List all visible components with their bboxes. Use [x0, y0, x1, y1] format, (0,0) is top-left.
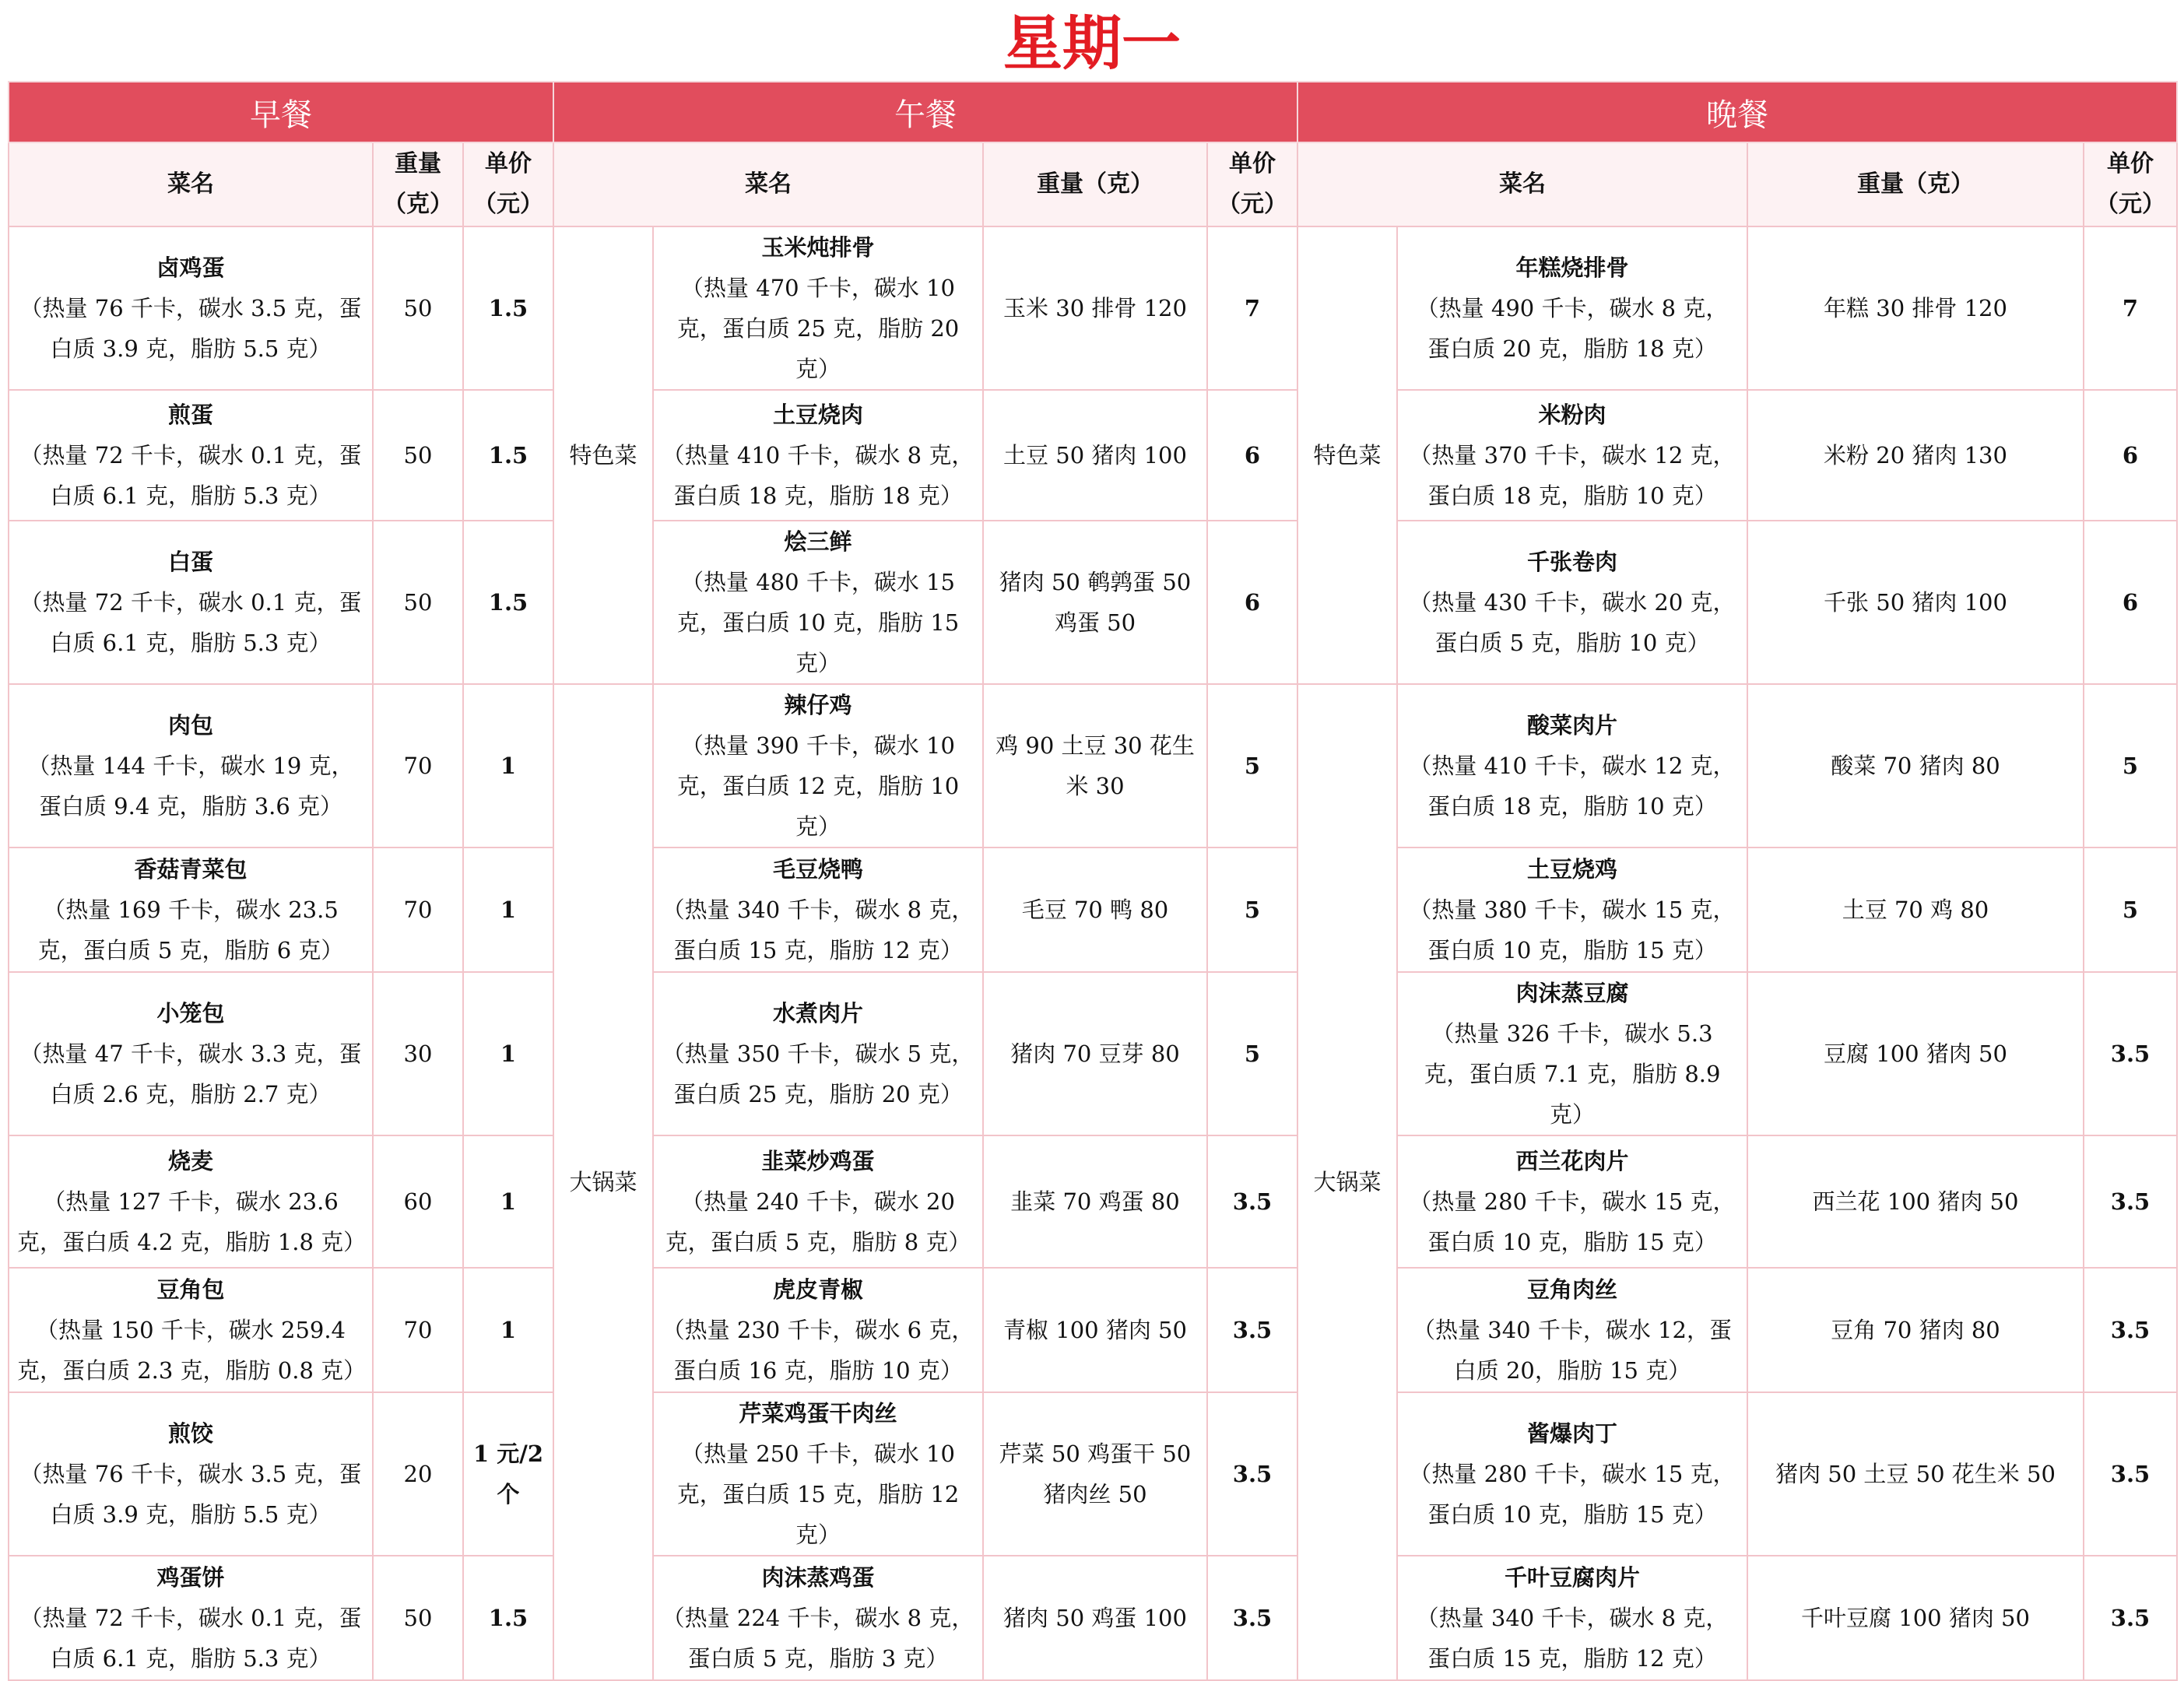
dinner-dish [1397, 1268, 1747, 1392]
lunch-price: 5 [1207, 972, 1297, 1135]
dish-nutrition: （热量 390 千卡，碳水 10 克，蛋白质 12 克，脂肪 10 克） [676, 732, 960, 840]
dinner-dish [1397, 1135, 1747, 1268]
lunch-weight: 猪肉 50 鹌鹑蛋 50 鸡蛋 50 [983, 521, 1207, 684]
dinner-price: 5 [2084, 848, 2177, 972]
dinner-category-bigpot: 大锅菜 [1297, 684, 1397, 1680]
breakfast-dish [9, 1268, 373, 1392]
dinner-price: 3.5 [2084, 1556, 2177, 1680]
breakfast-dish [9, 1556, 373, 1680]
table-row [9, 1556, 2177, 1680]
page-title: 星期一 [1003, 9, 1181, 78]
dinner-price: 3.5 [2084, 972, 2177, 1135]
col-weight-breakfast: 重量（克） [373, 142, 463, 226]
meal-header-lunch: 午餐 [553, 82, 1297, 142]
dish-nutrition: （热量 72 千卡，碳水 0.1 克，蛋白质 6.1 克，脂肪 5.3 克） [19, 589, 362, 656]
dish-name: 卤鸡蛋 [156, 254, 225, 281]
dinner-price: 6 [2084, 521, 2177, 684]
breakfast-dish [9, 226, 373, 390]
dinner-category-special: 特色菜 [1297, 226, 1397, 684]
col-weight-lunch: 重量（克） [983, 142, 1207, 226]
dish-nutrition: （热量 380 千卡，碳水 15 克，蛋白质 10 克，脂肪 15 克） [1409, 897, 1736, 963]
dinner-dish [1397, 226, 1747, 390]
dinner-weight: 千张 50 猪肉 100 [1747, 521, 2084, 684]
dinner-weight: 千叶豆腐 100 猪肉 50 [1747, 1556, 2084, 1680]
col-price-dinner: 单价（元） [2084, 142, 2177, 226]
dish-nutrition: （热量 340 千卡，碳水 8 克，蛋白质 15 克，脂肪 12 克） [662, 897, 974, 963]
breakfast-dish [9, 684, 373, 848]
breakfast-price: 1 [463, 1135, 553, 1268]
dish-nutrition: （热量 72 千卡，碳水 0.1 克，蛋白质 6.1 克，脂肪 5.3 克） [19, 1605, 362, 1672]
dinner-dish [1397, 390, 1747, 521]
dish-name: 烧麦 [167, 1148, 213, 1174]
dish-nutrition: （热量 470 千卡，碳水 10 克，蛋白质 25 克，脂肪 20 克） [676, 275, 960, 382]
dish-nutrition: （热量 340 千卡，碳水 12，蛋白质 20，脂肪 15 克） [1413, 1317, 1732, 1384]
breakfast-weight: 70 [373, 1268, 463, 1392]
dinner-weight: 年糕 30 排骨 120 [1747, 226, 2084, 390]
dish-name: 肉沫蒸豆腐 [1515, 980, 1629, 1006]
lunch-price: 6 [1207, 390, 1297, 521]
breakfast-dish [9, 521, 373, 684]
breakfast-weight: 50 [373, 226, 463, 390]
dish-nutrition: （热量 340 千卡，碳水 8 克，蛋白质 15 克，脂肪 12 克） [1416, 1605, 1729, 1672]
dish-nutrition: （热量 280 千卡，碳水 15 克，蛋白质 10 克，脂肪 15 克） [1409, 1461, 1736, 1528]
dinner-weight: 西兰花 100 猪肉 50 [1747, 1135, 2084, 1268]
lunch-dish [653, 1392, 983, 1556]
col-dish-dinner: 菜名 [1297, 142, 1747, 226]
breakfast-price: 1 [463, 848, 553, 972]
dish-nutrition: （热量 480 千卡，碳水 15 克，蛋白质 10 克，脂肪 15 克） [676, 569, 960, 676]
lunch-price: 6 [1207, 521, 1297, 684]
dish-name: 肉沫蒸鸡蛋 [761, 1564, 875, 1591]
lunch-dish [653, 521, 983, 684]
lunch-weight: 韭菜 70 鸡蛋 80 [983, 1135, 1207, 1268]
breakfast-weight: 70 [373, 848, 463, 972]
dish-name: 米粉肉 [1538, 402, 1606, 428]
col-price-lunch: 单价（元） [1207, 142, 1297, 226]
table-row [9, 1268, 2177, 1392]
dish-name: 玉米炖排骨 [761, 234, 875, 261]
dish-nutrition: （热量 410 千卡，碳水 8 克，蛋白质 18 克，脂肪 18 克） [662, 442, 974, 509]
breakfast-weight: 50 [373, 521, 463, 684]
lunch-dish [653, 1268, 983, 1392]
dish-nutrition: （热量 326 千卡，碳水 5.3 克，蛋白质 7.1 克，脂肪 8.9 克） [1424, 1020, 1721, 1128]
lunch-price: 3.5 [1207, 1392, 1297, 1556]
col-dish-lunch: 菜名 [553, 142, 983, 226]
dinner-price: 5 [2084, 684, 2177, 848]
dish-nutrition: （热量 224 千卡，碳水 8 克，蛋白质 5 克，脂肪 3 克） [662, 1605, 974, 1672]
dish-nutrition: （热量 490 千卡，碳水 8 克，蛋白质 20 克，脂肪 18 克） [1416, 295, 1729, 362]
dinner-price: 7 [2084, 226, 2177, 390]
lunch-category-bigpot: 大锅菜 [553, 684, 653, 1680]
dish-nutrition: （热量 150 千卡，碳水 259.4 克，蛋白质 2.3 克，脂肪 0.8 克） [17, 1317, 367, 1384]
dish-name: 年糕烧排骨 [1515, 254, 1629, 281]
table-row [9, 1135, 2177, 1268]
dish-name: 豆角包 [156, 1276, 225, 1303]
dish-nutrition: （热量 47 千卡，碳水 3.3 克，蛋白质 2.6 克，脂肪 2.7 克） [19, 1041, 362, 1107]
dinner-dish [1397, 972, 1747, 1135]
lunch-dish [653, 1556, 983, 1680]
breakfast-price: 1 元/2 个 [463, 1392, 553, 1556]
dish-name: 豆角肉丝 [1526, 1276, 1617, 1303]
lunch-price: 7 [1207, 226, 1297, 390]
dish-nutrition: （热量 72 千卡，碳水 0.1 克，蛋白质 6.1 克，脂肪 5.3 克） [19, 442, 362, 509]
lunch-price: 5 [1207, 684, 1297, 848]
lunch-dish [653, 390, 983, 521]
dinner-price: 3.5 [2084, 1268, 2177, 1392]
dinner-weight: 猪肉 50 土豆 50 花生米 50 [1747, 1392, 2084, 1556]
dish-nutrition: （热量 230 千卡，碳水 6 克，蛋白质 16 克，脂肪 10 克） [662, 1317, 974, 1384]
dinner-price: 3.5 [2084, 1135, 2177, 1268]
lunch-weight: 猪肉 70 豆芽 80 [983, 972, 1207, 1135]
breakfast-price: 1.5 [463, 1556, 553, 1680]
lunch-dish [653, 1135, 983, 1268]
dish-nutrition: （热量 127 千卡，碳水 23.6 克，蛋白质 4.2 克，脂肪 1.8 克） [17, 1188, 367, 1255]
lunch-price: 3.5 [1207, 1268, 1297, 1392]
lunch-dish [653, 684, 983, 848]
dinner-weight: 酸菜 70 猪肉 80 [1747, 684, 2084, 848]
table-row [9, 848, 2177, 972]
dish-name: 西兰花肉片 [1515, 1148, 1629, 1174]
breakfast-price: 1.5 [463, 390, 553, 521]
dinner-weight: 豆腐 100 猪肉 50 [1747, 972, 2084, 1135]
lunch-weight: 毛豆 70 鸭 80 [983, 848, 1207, 972]
dish-nutrition: （热量 76 千卡，碳水 3.5 克，蛋白质 3.9 克，脂肪 5.5 克） [19, 1461, 362, 1528]
dinner-price: 6 [2084, 390, 2177, 521]
dinner-dish [1397, 848, 1747, 972]
lunch-weight: 土豆 50 猪肉 100 [983, 390, 1207, 521]
breakfast-price: 1.5 [463, 226, 553, 390]
dish-name: 煎饺 [167, 1420, 213, 1447]
dish-nutrition: （热量 169 千卡，碳水 23.5 克，蛋白质 5 克，脂肪 6 克） [37, 897, 344, 963]
col-dish-breakfast: 菜名 [9, 142, 373, 226]
meal-header-breakfast: 早餐 [9, 82, 553, 142]
dinner-dish [1397, 1556, 1747, 1680]
dinner-dish [1397, 521, 1747, 684]
dish-name: 烩三鲜 [784, 528, 852, 555]
dish-nutrition: （热量 280 千卡，碳水 15 克，蛋白质 10 克，脂肪 15 克） [1409, 1188, 1736, 1255]
table-row [9, 226, 2177, 390]
dish-name: 千张卷肉 [1526, 549, 1617, 575]
dish-name: 白蛋 [167, 549, 213, 575]
dish-name: 芹菜鸡蛋干肉丝 [739, 1400, 897, 1427]
lunch-category-special: 特色菜 [553, 226, 653, 684]
col-weight-dinner: 重量（克） [1747, 142, 2084, 226]
lunch-dish [653, 972, 983, 1135]
lunch-dish [653, 848, 983, 972]
dish-nutrition: （热量 350 千卡，碳水 5 克，蛋白质 25 克，脂肪 20 克） [662, 1041, 974, 1107]
dinner-weight: 米粉 20 猪肉 130 [1747, 390, 2084, 521]
dish-name: 毛豆烧鸭 [772, 856, 863, 883]
breakfast-weight: 50 [373, 1556, 463, 1680]
dinner-dish [1397, 684, 1747, 848]
dish-nutrition: （热量 430 千卡，碳水 20 克，蛋白质 5 克，脂肪 10 克） [1409, 589, 1736, 656]
breakfast-weight: 50 [373, 390, 463, 521]
menu-body [9, 226, 2177, 1680]
menu-table [8, 81, 2178, 1681]
breakfast-dish [9, 1135, 373, 1268]
table-row [9, 684, 2177, 848]
table-row [9, 1392, 2177, 1556]
table-row [9, 521, 2177, 684]
dish-nutrition: （热量 410 千卡，碳水 12 克，蛋白质 18 克，脂肪 10 克） [1409, 753, 1736, 819]
lunch-price: 3.5 [1207, 1556, 1297, 1680]
dish-name: 煎蛋 [167, 402, 213, 428]
dish-name: 肉包 [167, 712, 213, 739]
dish-name: 韭菜炒鸡蛋 [761, 1148, 875, 1174]
column-header-row [9, 142, 2177, 226]
dish-name: 土豆烧鸡 [1526, 856, 1617, 883]
breakfast-dish [9, 390, 373, 521]
dinner-price: 3.5 [2084, 1392, 2177, 1556]
breakfast-weight: 20 [373, 1392, 463, 1556]
dish-nutrition: （热量 76 千卡，碳水 3.5 克，蛋白质 3.9 克，脂肪 5.5 克） [19, 295, 362, 362]
dinner-weight: 豆角 70 猪肉 80 [1747, 1268, 2084, 1392]
dish-name: 水煮肉片 [772, 1000, 863, 1026]
breakfast-price: 1 [463, 684, 553, 848]
table-row [9, 390, 2177, 521]
lunch-weight: 芹菜 50 鸡蛋干 50 猪肉丝 50 [983, 1392, 1207, 1556]
dish-name: 土豆烧肉 [772, 402, 863, 428]
meal-header-dinner: 晚餐 [1297, 82, 2177, 142]
dish-name: 酱爆肉丁 [1526, 1420, 1617, 1447]
breakfast-dish [9, 972, 373, 1135]
dish-nutrition: （热量 144 千卡，碳水 19 克，蛋白质 9.4 克，脂肪 3.6 克） [27, 753, 354, 819]
dish-name: 鸡蛋饼 [156, 1564, 225, 1591]
dish-name: 虎皮青椒 [772, 1276, 863, 1303]
lunch-weight: 玉米 30 排骨 120 [983, 226, 1207, 390]
dish-name: 辣仔鸡 [784, 692, 852, 718]
lunch-dish [653, 226, 983, 390]
breakfast-weight: 30 [373, 972, 463, 1135]
dish-name: 香菇青菜包 [134, 856, 248, 883]
lunch-price: 5 [1207, 848, 1297, 972]
dinner-weight: 土豆 70 鸡 80 [1747, 848, 2084, 972]
breakfast-dish [9, 1392, 373, 1556]
breakfast-dish [9, 848, 373, 972]
lunch-price: 3.5 [1207, 1135, 1297, 1268]
dish-name: 酸菜肉片 [1526, 712, 1617, 739]
lunch-weight: 青椒 100 猪肉 50 [983, 1268, 1207, 1392]
dish-name: 千叶豆腐肉片 [1504, 1564, 1640, 1591]
breakfast-price: 1.5 [463, 521, 553, 684]
table-row [9, 972, 2177, 1135]
dish-nutrition: （热量 370 千卡，碳水 12 克，蛋白质 18 克，脂肪 10 克） [1409, 442, 1736, 509]
dish-nutrition: （热量 250 千卡，碳水 10 克，蛋白质 15 克，脂肪 12 克） [676, 1441, 960, 1548]
dinner-dish [1397, 1392, 1747, 1556]
col-price-breakfast: 单价（元） [463, 142, 553, 226]
breakfast-weight: 70 [373, 684, 463, 848]
lunch-weight: 猪肉 50 鸡蛋 100 [983, 1556, 1207, 1680]
lunch-weight: 鸡 90 土豆 30 花生米 30 [983, 684, 1207, 848]
dish-name: 小笼包 [156, 1000, 225, 1026]
breakfast-weight: 60 [373, 1135, 463, 1268]
meal-header-row [9, 82, 2177, 142]
dish-nutrition: （热量 240 千卡，碳水 20 克，蛋白质 5 克，脂肪 8 克） [665, 1188, 971, 1255]
breakfast-price: 1 [463, 972, 553, 1135]
breakfast-price: 1 [463, 1268, 553, 1392]
